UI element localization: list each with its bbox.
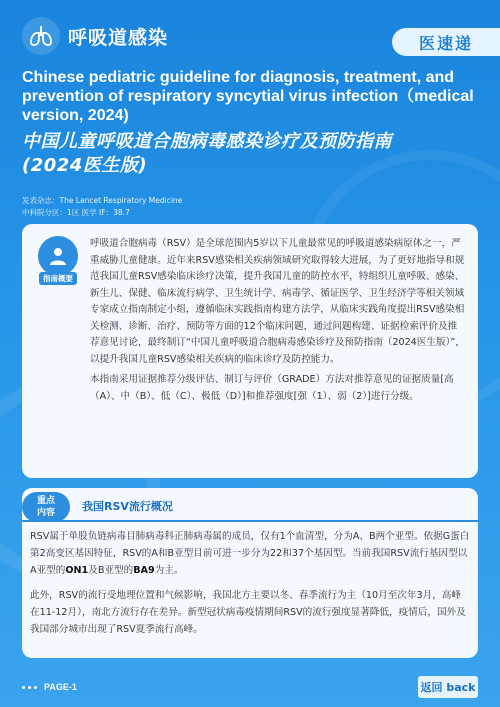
- summary-card: [22, 224, 478, 478]
- section-title: 我国RSV流行概况: [82, 500, 173, 513]
- footer-dots: [22, 686, 37, 689]
- section-paragraph-2: 此外，RSV的流行受地理位置和气候影响，我国北方主要以冬、春季流行为主（10月至次年3月，高峰在11-12月），南北方流行存在差异。新型冠状病毒疫情期间RSV的流行强度显著降低，疫情后，国外及我国部分城市出现了RSV夏季流行高峰。: [30, 590, 466, 635]
- yisudi-tab[interactable]: 医速递: [392, 28, 500, 56]
- tag-line-1: 重点: [36, 496, 55, 506]
- key-content-tag: [22, 492, 70, 522]
- brand-header: [22, 18, 168, 54]
- lungs-icon: [22, 17, 60, 55]
- summary-paragraph-2: 本指南采用证据推荐分级评估、制订与评价（GRADE）方法对推荐意见的证据质量[高（A）、中（B）、低（C）、极低（D）]和推荐强度[强（1）、弱（2）]进行分级。: [90, 374, 454, 402]
- publication-meta: [22, 195, 182, 219]
- section-body: [30, 528, 470, 646]
- summary-body: [90, 236, 466, 409]
- title-english: Chinese pediatric guideline for diagnosis, treatment, and prevention of respiratory syncytial virus infection（medical version, 2024): [22, 69, 474, 124]
- brand-name: 呼吸道感染: [68, 26, 169, 49]
- page-number: PAGE-1: [44, 682, 77, 692]
- section-paragraph-1: RSV属于单股负链病毒目肺病毒科正肺病毒属的成员，仅有1个血清型，分为A、B两个亚型。依据G蛋白第2高变区基因特征，RSV的A和B亚型目前可进一步分为22和37个基因型。当前我国RSV流行基因型以A亚型的ON1及B亚型的BA9为主。: [30, 531, 470, 576]
- journal-info: 发表杂志：The Lancet Respiratory Medicine: [22, 196, 183, 205]
- tag-line-2: 内容: [36, 508, 55, 518]
- title-chinese: [22, 130, 482, 178]
- summary-badge: [36, 236, 80, 294]
- title-chinese-line1: 中国儿童呼吸道合胞病毒感染诊疗及预防指南: [22, 131, 392, 152]
- section-divider: [22, 520, 478, 522]
- person-doc-icon: [38, 236, 78, 276]
- title-chinese-line2: (2024医生版): [22, 155, 148, 176]
- back-button[interactable]: 返回 back: [418, 676, 478, 698]
- summary-badge-label: 指南概要: [39, 272, 77, 285]
- impact-info: 中科院分区：1区 医学 IF：38.7: [22, 208, 130, 217]
- summary-paragraph-1: 呼吸道合胞病毒（RSV）是全球范围内5岁以下儿童最常见的呼吸道感染病原体之一，严重威胁儿童健康。近年来RSV感染相关疾病领域研究取得较大进展，为了更好地指导和规范我国儿童RSV感染临床诊疗决策，提升我国儿童的防控水平，特组织儿童呼吸、感染、新生儿、保健、临床流行病学、卫生统计学、病毒学、循证医学、卫生经济学等相关领域专家成立指南制定小组，遵循临床实践指南构建方法学，从临床实践角度提出RSV感染相关检测、诊断、治疗、预防等方面的12个临床问题，通过问题构建、证据检索评价及推荐意见讨论，最终制订“中国儿童呼吸道合胞病毒感染诊疗及预防指南（2024医生版）”，以提升我国儿童RSV感染相关疾病的临床诊疗及防控能力。: [90, 238, 465, 365]
